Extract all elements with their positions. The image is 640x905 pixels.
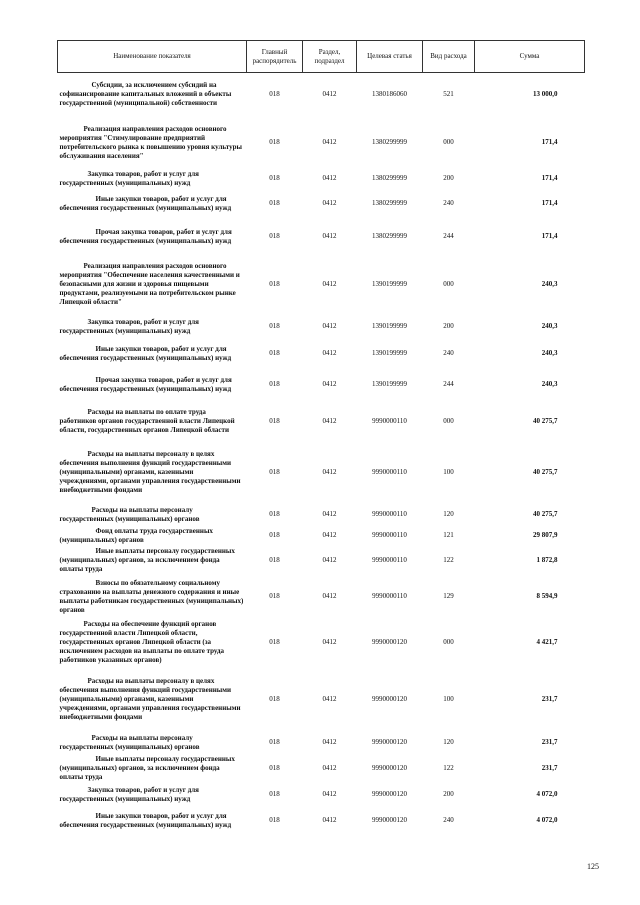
row-name: Иные закупки товаров, работ и услуг для обеспечения государственных (муниципальных) нужд (59, 344, 232, 362)
table-row (58, 504, 585, 526)
row-sum: 171,4 (541, 138, 558, 146)
table-row (58, 255, 585, 315)
row-sum: 240,3 (541, 349, 558, 357)
table-row (58, 339, 585, 369)
row-kind: 122 (443, 764, 454, 772)
row-name: Реализация направления расходов основного мероприятия "Обеспечение населения качественными и безопасными для жизни и здоровья пищевыми продуктами, реализуемыми на потребительском рынке Липецкой области" (59, 262, 240, 306)
row-kind: 240 (443, 199, 454, 207)
row-main: 018 (269, 416, 280, 425)
row-kind: 240 (443, 816, 454, 824)
row-kind: 100 (443, 695, 454, 703)
table-row (58, 315, 585, 339)
table-row (58, 732, 585, 754)
table-row (58, 754, 585, 784)
row-section: 0412 (322, 556, 337, 564)
row-section: 0412 (322, 199, 337, 207)
row-name: Взносы по обязательному социальному страхованию на выплаты денежного содержания и иные выплаты работникам государственных (муниципальных) органов (59, 578, 244, 614)
row-target: 9990000120 (372, 790, 407, 798)
row-kind: 120 (443, 738, 454, 746)
row-main: 018 (269, 349, 280, 357)
row-sum: 240,3 (541, 380, 558, 388)
row-target: 9990000110 (372, 556, 407, 564)
row-section: 0412 (322, 138, 337, 146)
row-name: Расходы на выплаты по оплате труда работников органов государственной власти Липецкой области, государственных органов Липецкой области (59, 407, 235, 434)
row-section: 0412 (322, 816, 337, 824)
row-main: 018 (269, 280, 280, 288)
row-kind: 100 (443, 468, 454, 476)
row-name: Расходы на выплаты персоналу в целях обеспечения выполнения функций государственными (муниципальными) органами, казенными учреждениями, органами управления государственными внебюджетными фондами (59, 677, 241, 721)
row-section: 0412 (322, 174, 337, 182)
row-name: Закупка товаров, работ и услуг для государственных (муниципальных) нужд (59, 169, 199, 187)
row-main: 018 (269, 531, 280, 539)
row-main: 018 (269, 592, 280, 600)
row-target: 1380299999 (372, 199, 407, 207)
row-name: Расходы на обеспечение функций органов государственной власти Липецкой области, государственных органов Липецкой области (за исключением расходов на выплаты по оплате труда работников указанных органов) (59, 620, 225, 664)
row-target: 9990000110 (372, 510, 407, 518)
row-section: 0412 (322, 280, 337, 288)
row-section: 0412 (322, 790, 337, 798)
row-target: 9990000110 (372, 531, 407, 539)
row-section: 0412 (322, 764, 337, 772)
row-name: Иные закупки товаров, работ и услуг для обеспечения государственных (муниципальных) нужд (59, 194, 232, 212)
row-sum: 40 275,7 (533, 510, 558, 518)
row-section: 0412 (322, 738, 337, 746)
table-row (58, 73, 585, 117)
table-header-row (58, 41, 585, 73)
row-kind: 200 (443, 790, 454, 798)
table-row (58, 117, 585, 169)
table-row (58, 189, 585, 219)
row-section: 0412 (322, 322, 337, 330)
row-main: 018 (269, 90, 280, 99)
row-main: 018 (269, 764, 280, 772)
table-row (58, 784, 585, 806)
table-row (58, 219, 585, 255)
table-row (58, 442, 585, 504)
table-row (58, 369, 585, 401)
row-sum: 231,7 (541, 695, 558, 703)
row-main: 018 (269, 790, 280, 798)
row-sum: 231,7 (541, 764, 558, 772)
row-section: 0412 (322, 349, 337, 357)
row-sum: 40 275,7 (533, 416, 558, 425)
row-sum: 1 872,8 (536, 556, 558, 564)
row-kind: 521 (443, 90, 454, 99)
row-kind: 200 (443, 174, 454, 182)
row-sum: 4 072,0 (536, 816, 558, 824)
header-section: Раздел, подраздел (303, 41, 357, 73)
row-name: Расходы на выплаты персоналу государственных (муниципальных) органов (59, 733, 200, 751)
row-kind: 000 (443, 638, 454, 646)
row-name: Прочая закупка товаров, работ и услуг для обеспечения государственных (муниципальных) нужд (59, 375, 232, 393)
row-target: 9990000110 (372, 416, 407, 425)
budget-table (57, 40, 585, 836)
header-main-admin: Главный распорядитель (247, 41, 303, 73)
row-target: 9990000120 (372, 695, 407, 703)
row-name: Иные выплаты персоналу государственных (муниципальных) органов, за исключением фонда оплаты труда (59, 755, 235, 781)
row-target: 9990000120 (372, 638, 407, 646)
row-target: 9990000120 (372, 738, 407, 746)
row-section: 0412 (322, 416, 337, 425)
header-sum: Сумма (475, 41, 585, 73)
row-main: 018 (269, 738, 280, 746)
row-kind: 244 (443, 380, 454, 388)
table-row (58, 401, 585, 442)
row-main: 018 (269, 138, 280, 146)
row-main: 018 (269, 695, 280, 703)
row-name: Иные выплаты персоналу государственных (муниципальных) органов, за исключением фонда оплаты труда (59, 547, 235, 573)
row-sum: 240,3 (541, 322, 558, 330)
row-sum: 4 072,0 (536, 790, 558, 798)
row-main: 018 (269, 556, 280, 564)
row-kind: 121 (443, 531, 454, 539)
row-main: 018 (269, 638, 280, 646)
table-row (58, 618, 585, 668)
row-section: 0412 (322, 695, 337, 703)
row-name: Субсидии, за исключением субсидий на софинансирование капитальных вложений в объекты государственной (муниципальной) собственности (59, 81, 232, 108)
row-name: Иные закупки товаров, работ и услуг для обеспечения государственных (муниципальных) нужд (59, 811, 232, 829)
row-target: 9990000120 (372, 764, 407, 772)
table-row (58, 546, 585, 576)
row-kind: 120 (443, 510, 454, 518)
row-kind: 000 (443, 138, 454, 146)
row-target: 1390199999 (372, 322, 407, 330)
row-main: 018 (269, 199, 280, 207)
row-section: 0412 (322, 468, 337, 476)
row-kind: 244 (443, 232, 454, 240)
table-row (58, 526, 585, 546)
row-target: 1390199999 (372, 280, 407, 288)
row-name: Закупка товаров, работ и услуг для государственных (муниципальных) нужд (59, 785, 199, 803)
row-name: Реализация направления расходов основного мероприятия "Стимулирование предприятий потребительского рынка к повышению уровня культуры обслуживания населения" (59, 124, 243, 160)
row-name: Расходы на выплаты персоналу в целях обеспечения выполнения функций государственными (муниципальными) органами, казенными учреждениями, органами управления государственными внебюджетными фондами (59, 450, 241, 494)
row-kind: 129 (443, 592, 454, 600)
table-row (58, 169, 585, 189)
row-target: 9990000110 (372, 592, 407, 600)
row-name: Фонд оплаты труда государственных (муниципальных) органов (59, 526, 213, 544)
row-target: 1380186060 (372, 90, 407, 99)
row-sum: 40 275,7 (533, 468, 558, 476)
row-section: 0412 (322, 531, 337, 539)
row-sum: 8 594,9 (536, 592, 558, 600)
table-row (58, 576, 585, 618)
row-name: Закупка товаров, работ и услуг для государственных (муниципальных) нужд (59, 317, 199, 335)
header-kind: Вид расхода (423, 41, 475, 73)
row-name: Прочая закупка товаров, работ и услуг для обеспечения государственных (муниципальных) нужд (59, 227, 232, 245)
row-main: 018 (269, 510, 280, 518)
row-sum: 29 807,9 (533, 531, 558, 539)
header-name: Наименование показателя (58, 41, 247, 73)
row-name: Расходы на выплаты персоналу государственных (муниципальных) органов (59, 505, 200, 523)
header-target: Целевая статья (357, 41, 423, 73)
table-row (58, 806, 585, 836)
row-section: 0412 (322, 380, 337, 388)
row-kind: 200 (443, 322, 454, 330)
row-target: 9990000120 (372, 816, 407, 824)
row-target: 1380299999 (372, 174, 407, 182)
row-target: 1390199999 (372, 349, 407, 357)
row-sum: 240,3 (541, 280, 558, 288)
row-target: 1380299999 (372, 232, 407, 240)
row-kind: 122 (443, 556, 454, 564)
row-sum: 231,7 (541, 738, 558, 746)
row-kind: 000 (443, 280, 454, 288)
row-sum: 4 421,7 (536, 638, 558, 646)
table-row (58, 668, 585, 732)
page-number: 125 (587, 862, 599, 871)
row-sum: 13 000,0 (533, 90, 558, 99)
row-kind: 000 (443, 416, 454, 425)
row-kind: 240 (443, 349, 454, 357)
row-section: 0412 (322, 592, 337, 600)
row-target: 9990000110 (372, 468, 407, 476)
row-target: 1380299999 (372, 138, 407, 146)
row-main: 018 (269, 468, 280, 476)
row-section: 0412 (322, 510, 337, 518)
row-sum: 171,4 (541, 174, 558, 182)
row-main: 018 (269, 232, 280, 240)
row-main: 018 (269, 174, 280, 182)
row-main: 018 (269, 322, 280, 330)
row-sum: 171,4 (541, 199, 558, 207)
row-main: 018 (269, 816, 280, 824)
row-section: 0412 (322, 90, 337, 99)
row-section: 0412 (322, 232, 337, 240)
row-main: 018 (269, 380, 280, 388)
row-target: 1390199999 (372, 380, 407, 388)
row-section: 0412 (322, 638, 337, 646)
row-sum: 171,4 (541, 232, 558, 240)
